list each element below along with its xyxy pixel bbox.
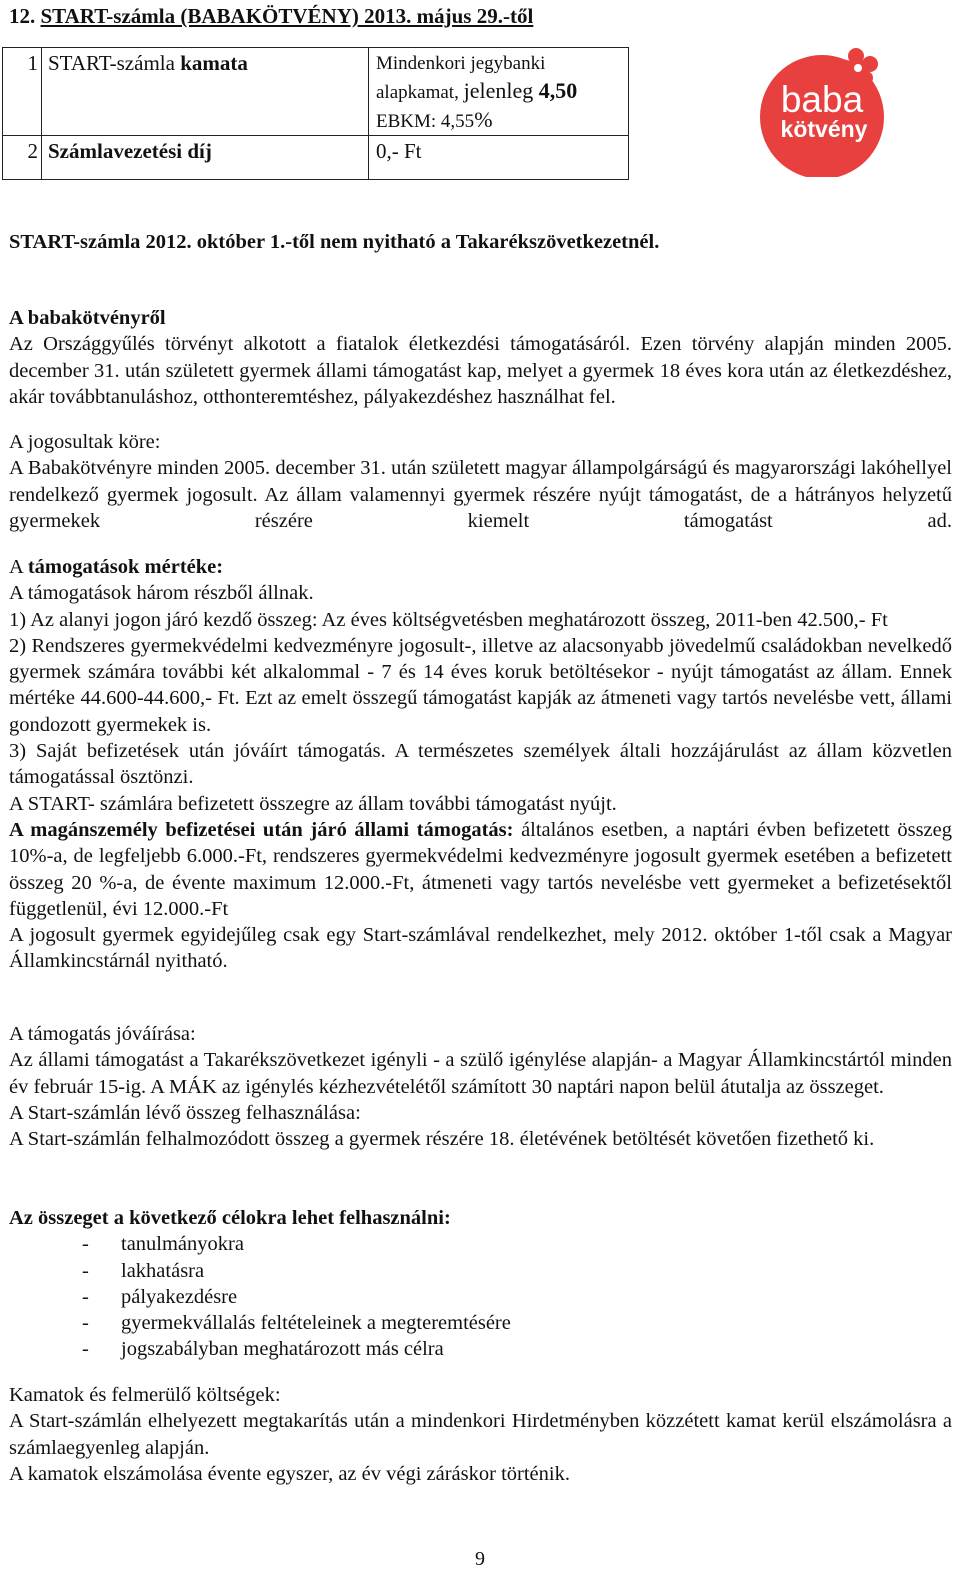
value-bold: 4,50 — [538, 78, 578, 103]
purposes-section — [9, 1205, 952, 1363]
eligible-text: A Babakötvényre minden 2005. december 31. után született magyar állampolgárságú és magyarországi lakóhellyel rendelkező gyermek jogosult. Az állam valamennyi gyermek részére nyújt támogatást, de a hátrányos helyzetű gyermekek részére kiemelt támogatást ad. — [9, 457, 952, 532]
private-support-text: általános esetben, a naptári évben befizetett összeg 10%-a, de legfeljebb 6.000.-Ft, rendszeres gyermekvédelmi kedvezményre jogosult gyermek esetében a befizetett összeg 20 %-a, de évente maximum 12.000.-Ft, átmeneti vagy tartós nevelésbe vett gyermeket a befizetésektől függetlenül, évi 12.000.-Ft — [9, 818, 952, 920]
value-line — [376, 106, 628, 135]
dash: - — [82, 1338, 89, 1361]
single-account-text: A jogosult gyermek egyidejűleg csak egy Start-számlával rendelkezhet, mely 2012. október 1-től csak a Magyar Államkincstárnál nyitható. — [9, 924, 952, 973]
list-item — [9, 1336, 952, 1362]
credit-text: Az állami támogatást a Takarékszövetkezet igényli - a szülő igénylése alapján- a Magyar Államkincstártól minden év február 15-ig. A MÁK az igénylés kézhezvételétől számított 30 naptári napon belül átutalja az összeget. — [9, 1049, 952, 1098]
value-line: Mindenkori jegybanki — [376, 53, 546, 74]
purposes-list — [9, 1231, 952, 1362]
list-item-text: pályakezdésre — [121, 1285, 238, 1308]
notice — [9, 229, 952, 255]
dash: - — [82, 1233, 89, 1256]
usage-text: A Start-számlán felhalmozódott összeg a gyermek részére 18. életévének betöltését követően fizethető ki. — [9, 1128, 875, 1151]
notice-text: START-számla 2012. október 1.-től nem nyitható a Takarékszövetkezetnél. — [9, 231, 660, 253]
private-support-title: A magánszemély befizetései után járó állami támogatás: — [9, 818, 514, 841]
interest-text-1: A Start-számlán elhelyezett megtakarítás után a mindenkori Hirdetményben közzétett kamat kerül elszámolásra a számlaegyenleg alapján. — [9, 1410, 952, 1459]
credit-section — [9, 1021, 952, 1152]
list-item-text: lakhatásra — [121, 1259, 205, 1282]
list-item — [9, 1231, 952, 1257]
logo-text-baba: baba — [780, 79, 864, 120]
rates-table — [2, 47, 629, 180]
support-title — [9, 554, 952, 580]
list-item — [9, 1310, 952, 1336]
dash: - — [82, 1259, 89, 1282]
support-intro: A támogatások három részből állnak. — [9, 582, 314, 605]
row-value: 0,- Ft — [369, 136, 629, 180]
row-label — [42, 136, 369, 180]
list-item-text: tanulmányokra — [121, 1233, 244, 1256]
list-item — [9, 1284, 952, 1310]
private-support — [9, 817, 952, 922]
support-start-line: A START- számlára befizetett összegre az állam további támogatást nyújt. — [9, 792, 617, 815]
dash: - — [82, 1285, 89, 1308]
section-heading — [9, 3, 533, 29]
interest-title: Kamatok és felmerülő költségek: — [9, 1384, 281, 1406]
value-line — [376, 77, 628, 106]
usage-title: A Start-számlán lévő összeg felhasználása: — [9, 1101, 361, 1124]
section-title: START-számla (BABAKÖTVÉNY) 2013. május 29.-től — [40, 4, 534, 28]
label-bold: kamata — [180, 51, 248, 75]
support-title-plain: A — [9, 556, 28, 578]
eligible-title: A jogosultak köre: — [9, 431, 161, 453]
support-item-1: 1) Az alanyi jogon járó kezdő összeg: Az éves költségvetésben meghatározott összeg, 2011-ben 42.500,- Ft — [9, 608, 888, 631]
value-big: jelenleg — [463, 78, 539, 103]
interest-text-2: A kamatok elszámolása évente egyszer, az év végi záráskor történik. — [9, 1462, 570, 1485]
about-title: A babakötvényről — [9, 307, 166, 329]
value-ebkm: EBKM: 4,55 — [376, 111, 475, 132]
list-item-text: jogszabályban meghatározott más célra — [121, 1338, 444, 1361]
label-bold: Számlavezetési díj — [48, 139, 212, 163]
row-value — [369, 48, 629, 136]
support-item-3: 3) Saját befizetések után jóváírt támogatás. A természetes személyek általi hozzájárulást az állam közvetlen támogatással ösztönzi. — [9, 740, 952, 789]
table-row — [3, 136, 629, 180]
babakotveny-logo — [760, 42, 890, 177]
value-percent: % — [474, 107, 493, 132]
row-number: 1 — [3, 48, 42, 136]
support-section — [9, 554, 952, 975]
row-label — [42, 48, 369, 136]
support-item-2: 2) Rendszeres gyermekvédelmi kedvezményre jogosult-, illetve az alacsonyabb jövedelmű családokban nevelkedő gyermek számára további két alkalommal - 7 és 14 éves koruk betöltésekor - nyújt támogatást az állam. Ennek mértéke 44.600-44.600,- Ft. Ezt az emelt összegű támogatást kapják az átmeneti vagy tartós nevelésbe vett, állami gondozott gyermekek is. — [9, 634, 952, 736]
interest-section — [9, 1382, 952, 1487]
about-text: Az Országgyűlés törvényt alkotott a fiatalok életkezdési támogatásáról. Ezen törvény alapján minden 2005. december 31. után született gyermek állami támogatást kap, melyet a gyermek 18 éves kora után az életkezdéshez, akár továbbtanuláshoz, otthonteremtéshez, pályakezdéshez használhat fel. — [9, 333, 952, 408]
credit-title: A támogatás jóváírása: — [9, 1023, 196, 1045]
row-number: 2 — [3, 136, 42, 180]
label-plain: START-számla — [48, 51, 181, 75]
page-number: 9 — [475, 1548, 485, 1570]
table-row — [3, 48, 629, 136]
eligible-section — [9, 429, 952, 534]
section-number: 12. — [9, 4, 36, 28]
logo-text-kotveny: kötvény — [780, 116, 868, 142]
list-item-text: gyermekvállalás feltételeinek a megteremtésére — [121, 1312, 511, 1335]
dash: - — [82, 1312, 89, 1335]
purposes-title: Az összeget a következő célokra lehet felhasználni: — [9, 1207, 451, 1229]
value-small: alapkamat, — [376, 82, 464, 103]
list-item — [9, 1258, 952, 1284]
support-title-bold: támogatások mértéke: — [27, 556, 224, 578]
about-section — [9, 305, 952, 410]
